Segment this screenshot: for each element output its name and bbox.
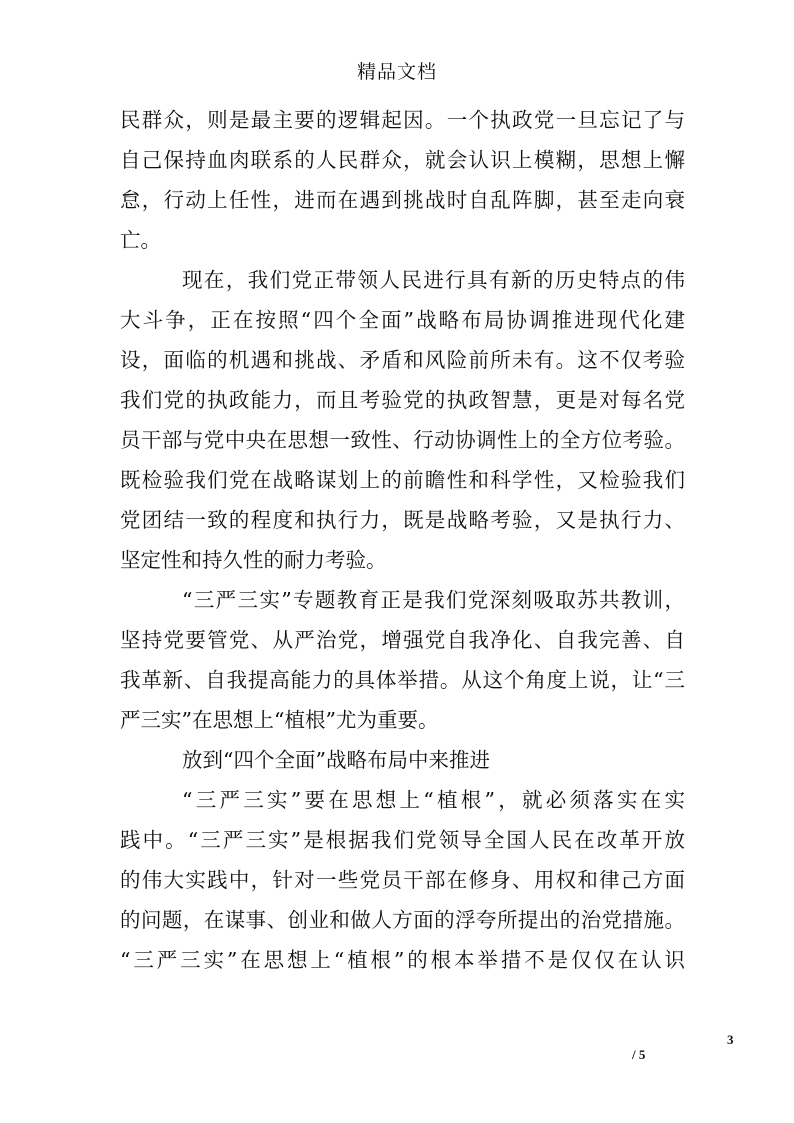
section-heading: 放到“四个全面”战略布局中来推进 (182, 748, 490, 772)
text-line: 践中。“三严三实”是根据我们党领导全国人民在改革开放 (120, 828, 685, 852)
text-line: 亡。 (120, 228, 161, 252)
page-number: 3 (727, 1032, 734, 1047)
page-header-title: 精品文档 (356, 61, 437, 83)
text-line: 怠，行动上任性，进而在遇到挑战时自乱阵脚，甚至走向衰 (120, 188, 685, 212)
text-line: 我们党的执政能力，而且考验党的执政智慧，更是对每名党 (120, 388, 685, 412)
text-line: 的伟大实践中，针对一些党员干部在修身、用权和律己方面 (120, 868, 685, 892)
text-line: 自己保持血肉联系的人民群众，就会认识上模糊，思想上懈 (120, 148, 685, 172)
text-line: 坚定性和持久性的耐力考验。 (120, 548, 387, 572)
text-line: 党团结一致的程度和执行力，既是战略考验，又是执行力、 (120, 508, 685, 532)
paragraph-first-line: “三严三实”专题教育正是我们党深刻吸取苏共教训， (182, 588, 685, 612)
paragraph-first-line: “三严三实”要在思想上“植根”，就必须落实在实 (182, 788, 685, 812)
text-line: 既检验我们党在战略谋划上的前瞻性和科学性，又检验我们 (120, 468, 685, 492)
paragraph-first-line: 现在，我们党正带领人民进行具有新的历史特点的伟 (182, 268, 685, 292)
text-line: “三严三实”在思想上“植根”的根本举措不是仅仅在认识 (120, 948, 685, 972)
text-line: 员干部与党中央在思想一致性、行动协调性上的全方位考验。 (120, 428, 685, 452)
text-line: 大斗争，正在按照“四个全面”战略布局协调推进现代化建 (120, 308, 685, 332)
text-line: 设，面临的机遇和挑战、矛盾和风险前所未有。这不仅考验 (120, 348, 685, 372)
page-total: / 5 (632, 1047, 646, 1062)
text-line: 严三实”在思想上“植根”尤为重要。 (120, 708, 439, 732)
text-line: 的问题，在谋事、创业和做人方面的浮夸所提出的治党措施。 (120, 908, 685, 932)
text-line: 我革新、自我提高能力的具体举措。从这个角度上说，让“三 (120, 668, 685, 692)
document-body (120, 100, 685, 980)
text-line: 民群众，则是最主要的逻辑起因。一个执政党一旦忘记了与 (120, 108, 685, 132)
text-line: 坚持党要管党、从严治党，增强党自我净化、自我完善、自 (120, 628, 685, 652)
